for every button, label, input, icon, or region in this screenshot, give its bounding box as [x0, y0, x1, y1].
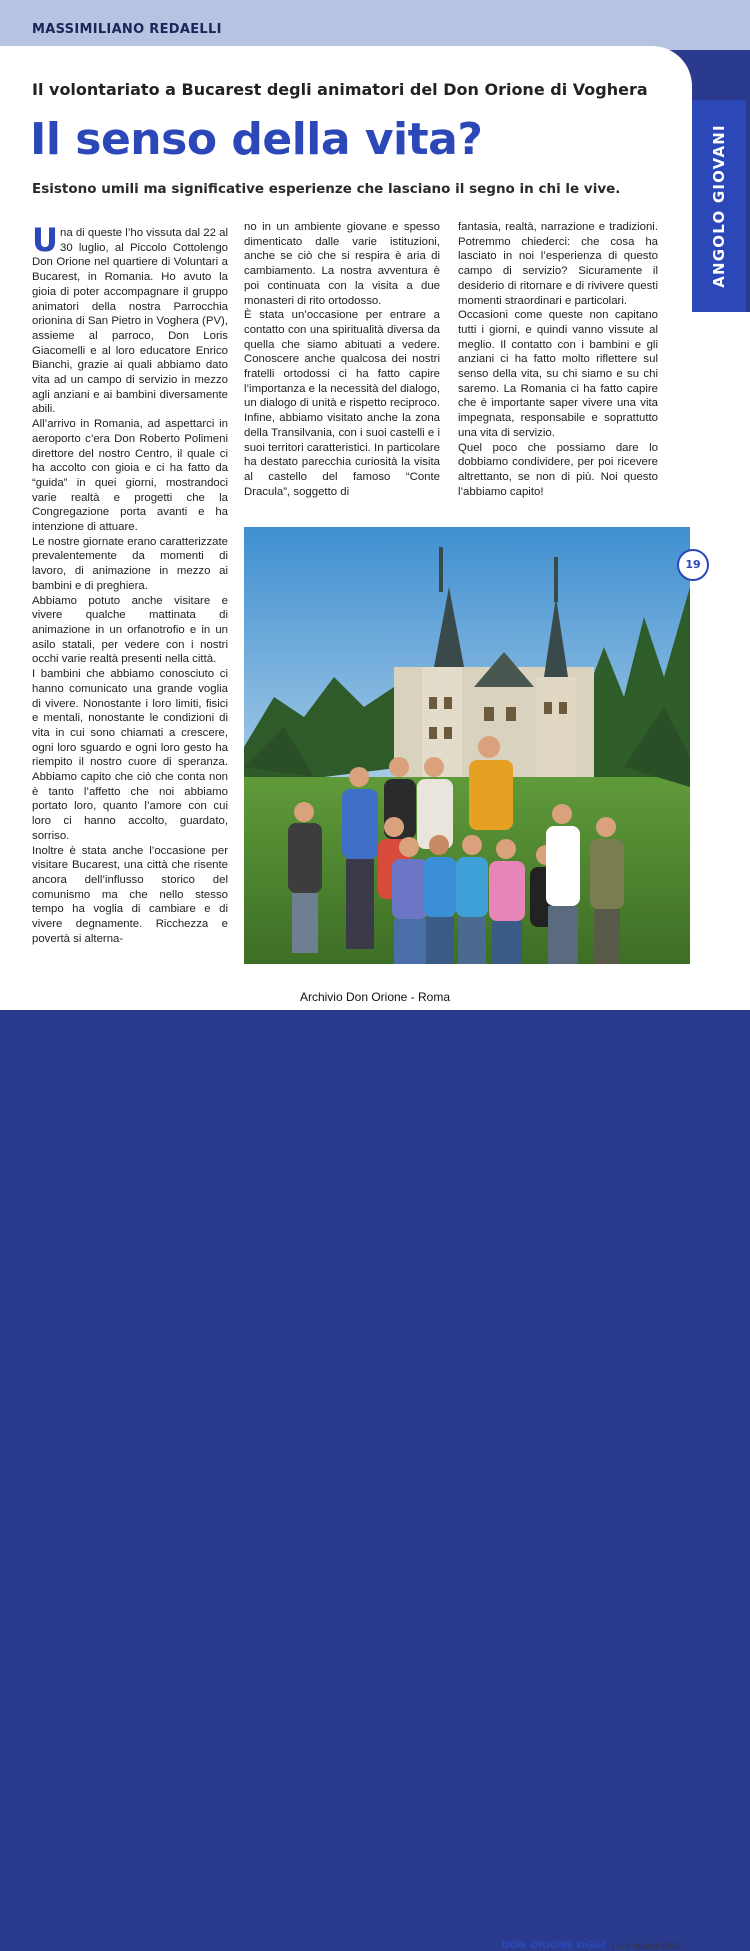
text-column-1 — [32, 221, 228, 946]
text-column-2 — [244, 220, 440, 499]
article-title: Il senso della vita? — [30, 114, 483, 165]
section-tab — [692, 100, 746, 312]
paragraph: Quel poco che possiamo dare lo dobbiamo condividere, per poi ricevere altrettanto, se non di più. Noi questo l’abbiamo capito! — [458, 441, 658, 498]
paragraph: Abbiamo potuto anche visitare e vivere qualche mattinata di animazione in un orfanotrofio e in un asilo statali, per vedere con i nostri occhi varie realtà presenti nella città. — [32, 594, 228, 666]
archive-caption: Archivio Don Orione - Roma — [0, 986, 750, 1010]
paragraph: Occasioni come queste non capitano tutti i giorni, e quindi vanno vissute al meglio. Il contatto con i bambini e gli anziani ci ha fatto molto riflettere sul senso della vita, su chi siamo e su chi saremo. La Romania ci ha fatto capire che è importante saper vivere una vita impegnata, responsabile e soprattutto una vita di servizio. — [458, 309, 658, 439]
paragraph: Una di queste l’ho vissuta dal 22 al 30 luglio, al Piccolo Cottolengo Don Orione nel quartiere di Voluntari a Bucarest, in Romania. Ho avuto la gioia di poter accompagnare il gruppo animatori della nostra Parrocchia orionina di San Pietro in Voghera (PV), assieme al parroco, Don Loris Giacomelli e al loro educatore Enrico Bianchi, grazie ai quali abbiamo dato vita ad un campo di servizio in mezzo agli anziani e ai bambini diversamente abili. — [32, 221, 228, 416]
group-photo-castle — [244, 527, 690, 965]
paragraph: I bambini che abbiamo conosciuto ci hanno comunicato una grande voglia di vivere. Nonostante i loro limiti, fisici e mentali, nonostante le condizioni di vita in cui sono chiamati a crescere, ogni loro sguardo e ogni loro gesto ha riempito il nostro cuore di speranza. Abbiamo capito che ciò che conta non è tanto l’affetto che noi abbiamo portato loro, quanto l’amore con cui loro ci hanno accolto, guardato, sorriso. — [32, 668, 228, 842]
author-name: MASSIMILIANO REDAELLI — [32, 22, 222, 37]
text-column-3 — [458, 220, 658, 499]
paragraph: All’arrivo in Romania, ad aspettarci in aeroporto c’era Don Roberto Polimeni direttore del nostro Centro, il quale ci ha accolto con gioia e ci ha fatto da “guida” in quei giorni, mostrandoci varie realtà e progetti che la Congregazione porta avanti e ha intenzione di attuare. — [32, 418, 228, 534]
article-subtitle: Esistono umili ma significative esperienze che lasciano il segno in chi le vive. — [32, 181, 621, 197]
drop-cap: U — [32, 221, 58, 259]
page-number: 19 — [677, 549, 709, 581]
paragraph: Inoltre è stata anche l’occasione per visitare Bucarest, una città che risente ancora dell’influsso storico del comunismo ma che nello stesso tempo ha voglia di cambiare e di vivere degnamente. Ricchezza e povertà si alterna- — [32, 844, 228, 945]
paragraph: Le nostre giornate erano caratterizzate prevalentemente da momenti di lavoro, di animazione in mezzo ai bambini e di preghiera. — [32, 535, 228, 592]
paragraph: no in un ambiente giovane e spesso dimenticato dalle varie istituzioni, anche se ciò che si respira è aria di cambiamento. La nostra avventura è poi continuata con la visita a due monasteri di rito ortodosso. — [244, 221, 440, 307]
article-kicker: Il volontariato a Bucarest degli animatori del Don Orione di Voghera — [32, 80, 648, 99]
paragraph: È stata un’occasione per entrare a contatto con una spiritualità diversa da quella che siamo abituati a vedere. Conoscere anche qualcosa dei nostri fratelli ortodossi ci ha fatto capire l’importanza e la necessità del dialogo, un dialogo di unità e rispetto reciproco. Infine, abbiamo visitato anche la zona della Transilvania, con i suoi castelli e i suoi territori caratteristici. In particolare ha destato parecchia curiosità la visita al castello del famoso “Conte Dracula”, soggetto di — [244, 309, 440, 498]
page-margin — [692, 312, 750, 964]
section-label: ANGOLO GIOVANI — [710, 124, 728, 288]
paragraph: fantasia, realtà, narrazione e tradizioni. Potremmo chiederci: che cosa ha lasciato in noi l’esperienza di questo campo di servizio? Sicuramente il desiderio di ritornare e di rivivere questi momenti straordinari e particolari. — [458, 221, 658, 307]
issue-info: | n. 9 ottobre 2010 — [612, 1941, 681, 1951]
magazine-name: DON ORIONE OGGI — [501, 1940, 606, 1951]
top-band — [0, 0, 750, 50]
